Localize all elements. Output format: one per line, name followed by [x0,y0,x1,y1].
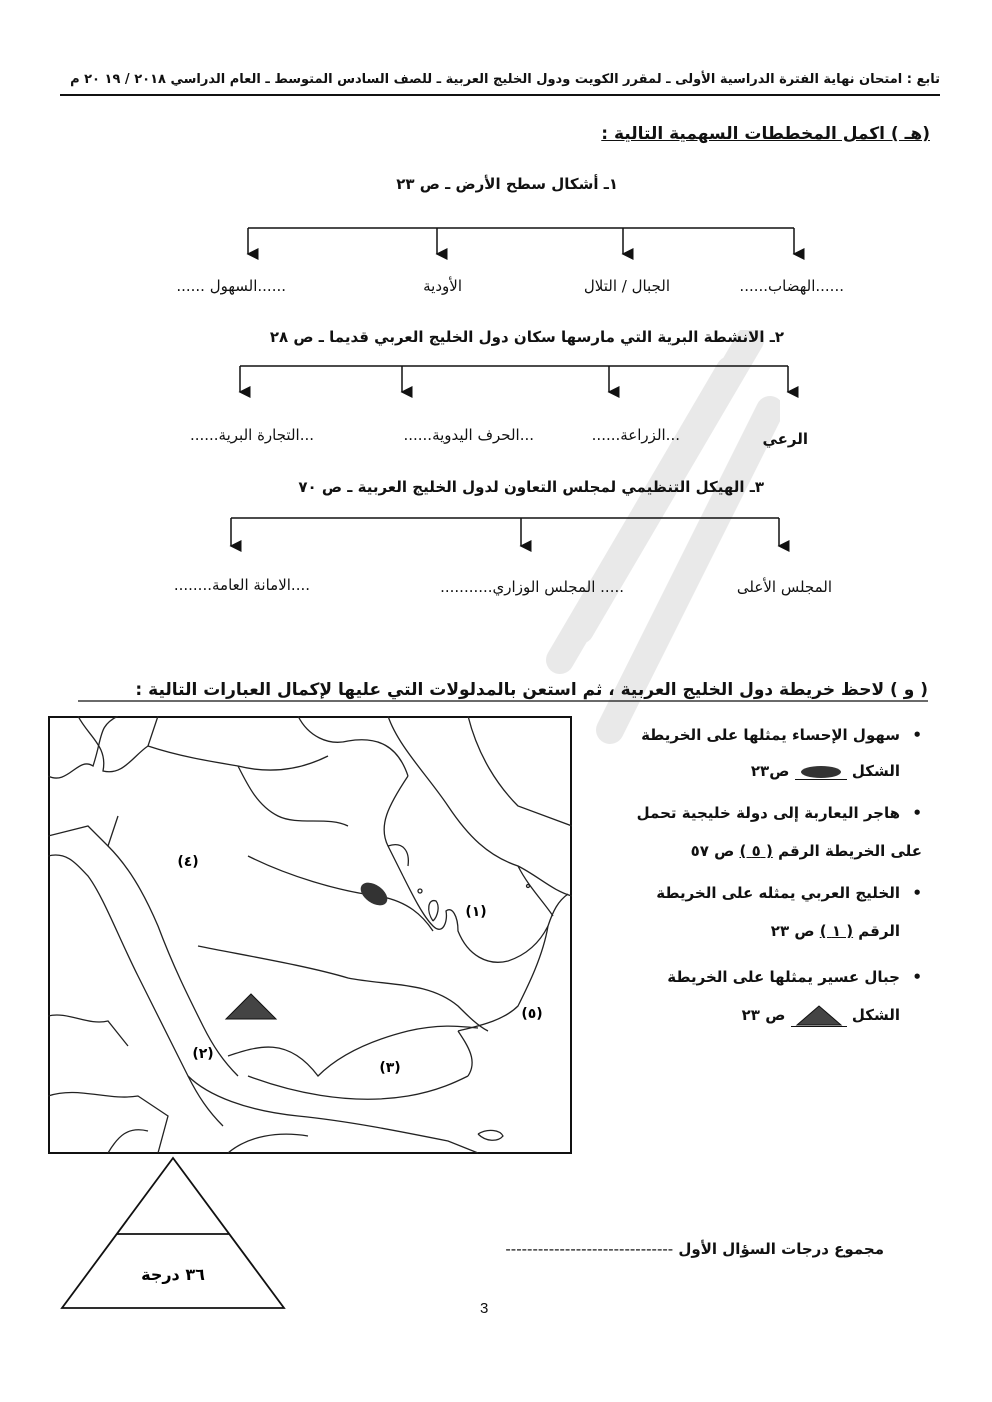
diagram3-lines [231,518,779,546]
diagram2-item-handicrafts: ...الحرف اليدوية...... [403,426,534,444]
statement-1-page-ref: ص٢٣ [750,762,790,780]
statement-2-label: على الخريطة الرقم [778,842,922,860]
diagram2-item-agriculture: ...الزراعة...... [591,426,680,444]
diagram1-item-plateaus: ......الهضاب...... [739,277,844,295]
diagram3-title: ٣ـ الهيكل التنظيمي لمجلس التعاون لدول الخليج العربية ـ ص ٧٠ [298,478,764,496]
triangle-shape-icon [791,1004,847,1026]
map-label-3: (٣) [379,1060,401,1076]
total-marks-blank: ------------------------------- [505,1240,674,1258]
diagram3-item-general-secretariat: ....الامانة العامة........ [173,576,310,594]
statement-2-page-ref: ص ٥٧ [690,842,735,860]
map-frame [49,717,571,1153]
exam-header: تابع : امتحان نهاية الفترة الدراسية الأولى ـ لمقرر الكويت ودول الخليج العربية ـ للصف السادس المتوسط ـ العام الدراسي ٢٠١٨ / ١٩ ٢٠ م [70,72,940,87]
section-w-title: ( و ) لاحظ خريطة دول الخليج العربية ، ثم استعن بالمدلولات التي عليها لإكمال العبارات التالية : [135,680,928,700]
gulf-map [48,716,572,1154]
diagram2-item-land-trade: ...التجارة البرية...... [189,426,314,444]
total-marks-label: مجموع درجات السؤال الأول [678,1240,884,1258]
statement-4-answer-blank [791,1004,847,1027]
diagram2-lines [240,366,788,392]
diagram1-item-valleys: الأودية [423,277,462,295]
statement-1-answer-blank [795,763,847,780]
diagram2-item-grazing: الرعي [762,430,808,448]
statement-4-label: الشكل [851,1006,900,1024]
statement-1-line1: سهول الإحساء يمثلها على الخريطة [641,726,900,744]
page-number: 3 [480,1300,489,1317]
statement-3-answer: ( ١ ) [819,922,854,940]
diagram1-item-plains: ......السهول ...... [176,277,286,295]
diagram1-title: ١ـ أشكال سطح الأرض ـ ص ٢٣ [396,175,618,193]
diagram1-lines [248,228,794,254]
score-triangle [58,1154,288,1312]
statement-2-answer: ( ٥ ) [739,842,773,860]
diagram2-title: ٢ـ الانشطة البرية التي مارسها سكان دول الخليج العربي قديما ـ ص ٢٨ [269,328,784,346]
statement-4-line1: جبال عسير يمثلها على الخريطة [667,968,900,986]
statement-3-page-ref: ص ٢٣ [770,922,815,940]
statement-4-page-ref: ص ٢٣ [741,1006,786,1024]
ellipse-shape-icon [795,763,847,779]
map-label-2: (٢) [192,1046,214,1062]
map-label-1: (١) [465,904,487,920]
diagram1-item-mountains: الجبال / التلال [583,277,670,295]
total-marks-row [505,1240,884,1258]
statement-3-line1: الخليج العربي يمثله على الخريطة [656,884,900,902]
map-label-5: (٥) [521,1006,543,1022]
score-value: ٣٦ درجة [141,1265,205,1284]
statement-3-label: الرقم [858,922,900,940]
diagram3-item-supreme-council: المجلس الأعلى [736,578,832,596]
diagram3-item-ministerial-council: ..... المجلس الوزاري........... [440,578,624,596]
statement-1-label: الشكل [851,762,900,780]
statement-2-line1: هاجر اليعاربة إلى دولة خليجية تحمل [636,804,900,822]
section-h-title: (هـ ) اكمل المخططات السهمية التالية : [601,124,930,144]
map-label-4: (٤) [177,854,199,870]
